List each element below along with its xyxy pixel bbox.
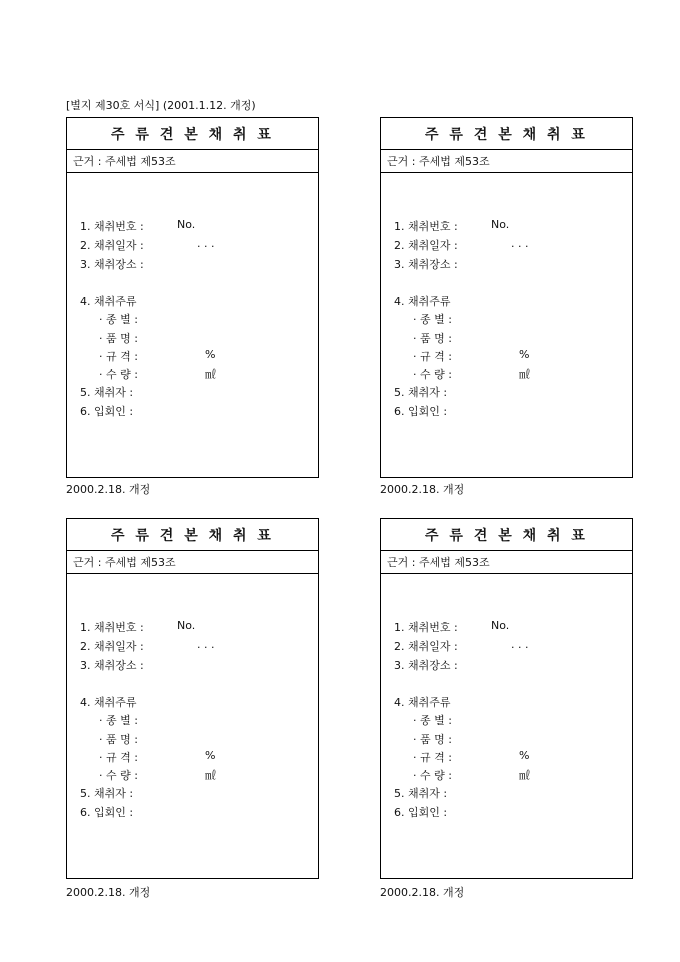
field-category: · 종 별 :	[99, 714, 138, 727]
field-collector: 5. 채취자 :	[80, 386, 134, 399]
field-liquor-info: 4. 채취주류	[80, 696, 137, 709]
card-body	[67, 574, 318, 878]
revision-note: 2000.2.18. 개정	[380, 886, 465, 899]
legal-basis: 근거 : 주세법 제53조	[381, 150, 632, 173]
card-title: 주 류 견 본 채 취 표	[381, 519, 632, 551]
field-sample-number: 1. 채취번호 :	[80, 621, 144, 634]
field-specification: · 규 격 :	[413, 751, 452, 764]
percent-unit: %	[205, 749, 216, 762]
form-header: [별지 제30호 서식] (2001.1.12. 개정)	[66, 99, 256, 112]
field-sample-location: 3. 채취장소 :	[80, 659, 144, 672]
percent-unit: %	[205, 348, 216, 361]
field-product-name: · 품 명 :	[99, 733, 138, 746]
field-product-name: · 품 명 :	[413, 733, 452, 746]
ml-unit: ㎖	[205, 368, 216, 381]
field-liquor-info: 4. 채취주류	[80, 295, 137, 308]
legal-basis: 근거 : 주세법 제53조	[67, 551, 318, 574]
card-body	[67, 173, 318, 477]
number-prefix: No.	[491, 619, 510, 632]
field-sample-location: 3. 채취장소 :	[394, 258, 458, 271]
field-sample-date: 2. 채취일자 :	[80, 640, 144, 653]
field-sample-location: 3. 채취장소 :	[80, 258, 144, 271]
legal-basis: 근거 : 주세법 제53조	[381, 551, 632, 574]
field-liquor-info: 4. 채취주류	[394, 295, 451, 308]
field-specification: · 규 격 :	[413, 350, 452, 363]
field-product-name: · 품 명 :	[413, 332, 452, 345]
field-category: · 종 별 :	[413, 313, 452, 326]
field-sample-date: 2. 채취일자 :	[394, 640, 458, 653]
card-title: 주 류 견 본 채 취 표	[67, 118, 318, 150]
field-sample-location: 3. 채취장소 :	[394, 659, 458, 672]
revision-note: 2000.2.18. 개정	[380, 483, 465, 496]
sample-label-card	[380, 117, 633, 478]
sample-label-card	[380, 518, 633, 879]
field-category: · 종 별 :	[413, 714, 452, 727]
percent-unit: %	[519, 348, 530, 361]
field-witness: 6. 입회인 :	[80, 806, 134, 819]
date-placeholder: . . .	[511, 237, 529, 250]
card-body	[381, 173, 632, 477]
field-liquor-info: 4. 채취주류	[394, 696, 451, 709]
field-specification: · 규 격 :	[99, 350, 138, 363]
field-sample-date: 2. 채취일자 :	[80, 239, 144, 252]
date-placeholder: . . .	[197, 638, 215, 651]
ml-unit: ㎖	[519, 368, 530, 381]
card-title: 주 류 견 본 채 취 표	[67, 519, 318, 551]
percent-unit: %	[519, 749, 530, 762]
field-sample-number: 1. 채취번호 :	[394, 621, 458, 634]
card-title: 주 류 견 본 채 취 표	[381, 118, 632, 150]
card-body	[381, 574, 632, 878]
field-sample-number: 1. 채취번호 :	[80, 220, 144, 233]
field-collector: 5. 채취자 :	[80, 787, 134, 800]
field-witness: 6. 입회인 :	[394, 405, 448, 418]
ml-unit: ㎖	[519, 769, 530, 782]
date-placeholder: . . .	[197, 237, 215, 250]
field-collector: 5. 채취자 :	[394, 386, 448, 399]
sample-label-card	[66, 518, 319, 879]
date-placeholder: . . .	[511, 638, 529, 651]
field-sample-date: 2. 채취일자 :	[394, 239, 458, 252]
field-quantity: · 수 량 :	[99, 769, 138, 782]
number-prefix: No.	[177, 619, 196, 632]
field-quantity: · 수 량 :	[413, 368, 452, 381]
field-specification: · 규 격 :	[99, 751, 138, 764]
field-collector: 5. 채취자 :	[394, 787, 448, 800]
number-prefix: No.	[491, 218, 510, 231]
field-quantity: · 수 량 :	[99, 368, 138, 381]
field-witness: 6. 입회인 :	[394, 806, 448, 819]
sample-label-card	[66, 117, 319, 478]
field-product-name: · 품 명 :	[99, 332, 138, 345]
field-quantity: · 수 량 :	[413, 769, 452, 782]
revision-note: 2000.2.18. 개정	[66, 886, 151, 899]
field-category: · 종 별 :	[99, 313, 138, 326]
number-prefix: No.	[177, 218, 196, 231]
legal-basis: 근거 : 주세법 제53조	[67, 150, 318, 173]
field-sample-number: 1. 채취번호 :	[394, 220, 458, 233]
field-witness: 6. 입회인 :	[80, 405, 134, 418]
ml-unit: ㎖	[205, 769, 216, 782]
revision-note: 2000.2.18. 개정	[66, 483, 151, 496]
